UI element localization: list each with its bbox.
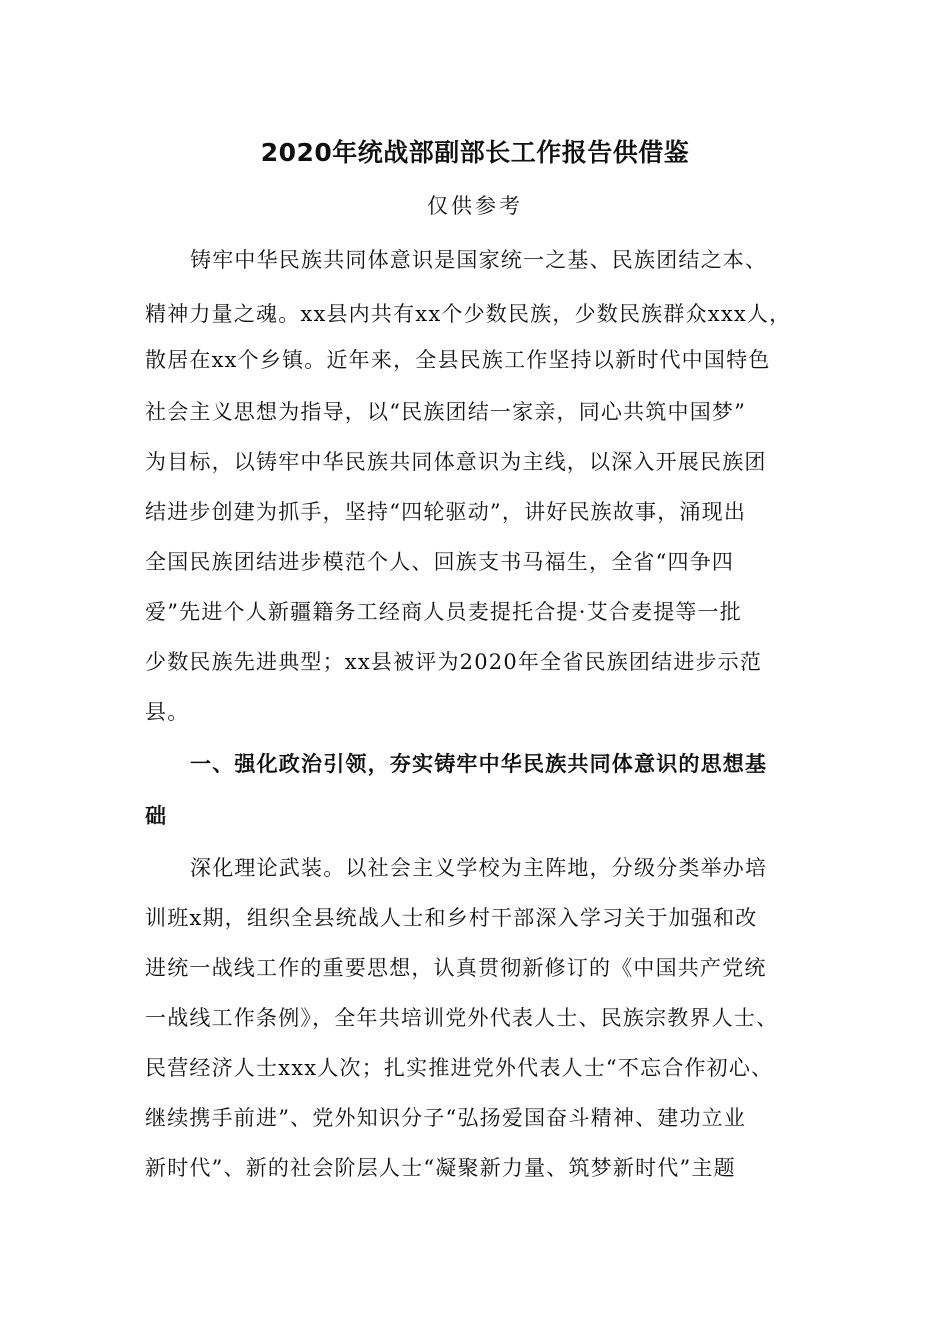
paragraph-line: 为目标，以铸牢中华民族共同体意识为主线，以深入开展民族团 [145,450,767,474]
paragraph-line: 铸牢中华民族共同体意识是国家统一之基、民族团结之本、 [190,248,768,272]
paragraph-line: 社会主义思想为指导，以“民族团结一家亲，同心共筑中国梦” [145,400,747,424]
paragraph-line: 散居在xx个乡镇。近年来，全县民族工作坚持以新时代中国特色 [145,348,771,372]
paragraph-line: 一战线工作条例》，全年共培训党外代表人士、民族宗教界人士、 [145,1006,779,1030]
section-heading: 一、强化政治引领，夯实铸牢中华民族共同体意识的思想基 [190,752,768,776]
paragraph-line: 结进步创建为抓手，坚持“四轮驱动”，讲好民族故事，涌现出 [145,500,747,524]
paragraph-line: 全国民族团结进步模范个人、回族支书马福生，全省“四争四 [145,550,735,574]
paragraph-line: 继续携手前进”、党外知识分子“弘扬爱国奋斗精神、建功立业 [145,1106,747,1130]
paragraph-line: 深化理论武装。以社会主义学校为主阵地，分级分类举办培 [190,856,768,880]
paragraph-line: 训班x期，组织全县统战人士和乡村干部深入学习关于加强和改 [145,906,758,930]
paragraph-line: 爱”先进个人新疆籍务工经商人员麦提托合提·艾合麦提等一批 [145,600,743,624]
section-heading: 础 [145,804,168,828]
document-subtitle: 仅供参考 [427,194,523,218]
paragraph-line: 县。 [145,700,190,724]
paragraph-line: 新时代”、新的社会阶层人士“凝聚新力量、筑梦新时代”主题 [145,1156,736,1180]
document-title: 2020年统战部副部长工作报告供借鉴 [260,138,690,167]
paragraph-line: 精神力量之魂。xx县内共有xx个少数民族，少数民族群众xxx人， [145,302,792,326]
paragraph-line: 进统一战线工作的重要思想，认真贯彻新修订的《中国共产党统 [145,956,767,980]
paragraph-line: 少数民族先进典型；xx县被评为2020年全省民族团结进步示范 [145,650,763,674]
paragraph-line: 民营经济人士xxx人次；扎实推进党外代表人士“不忘合作初心、 [145,1056,774,1080]
